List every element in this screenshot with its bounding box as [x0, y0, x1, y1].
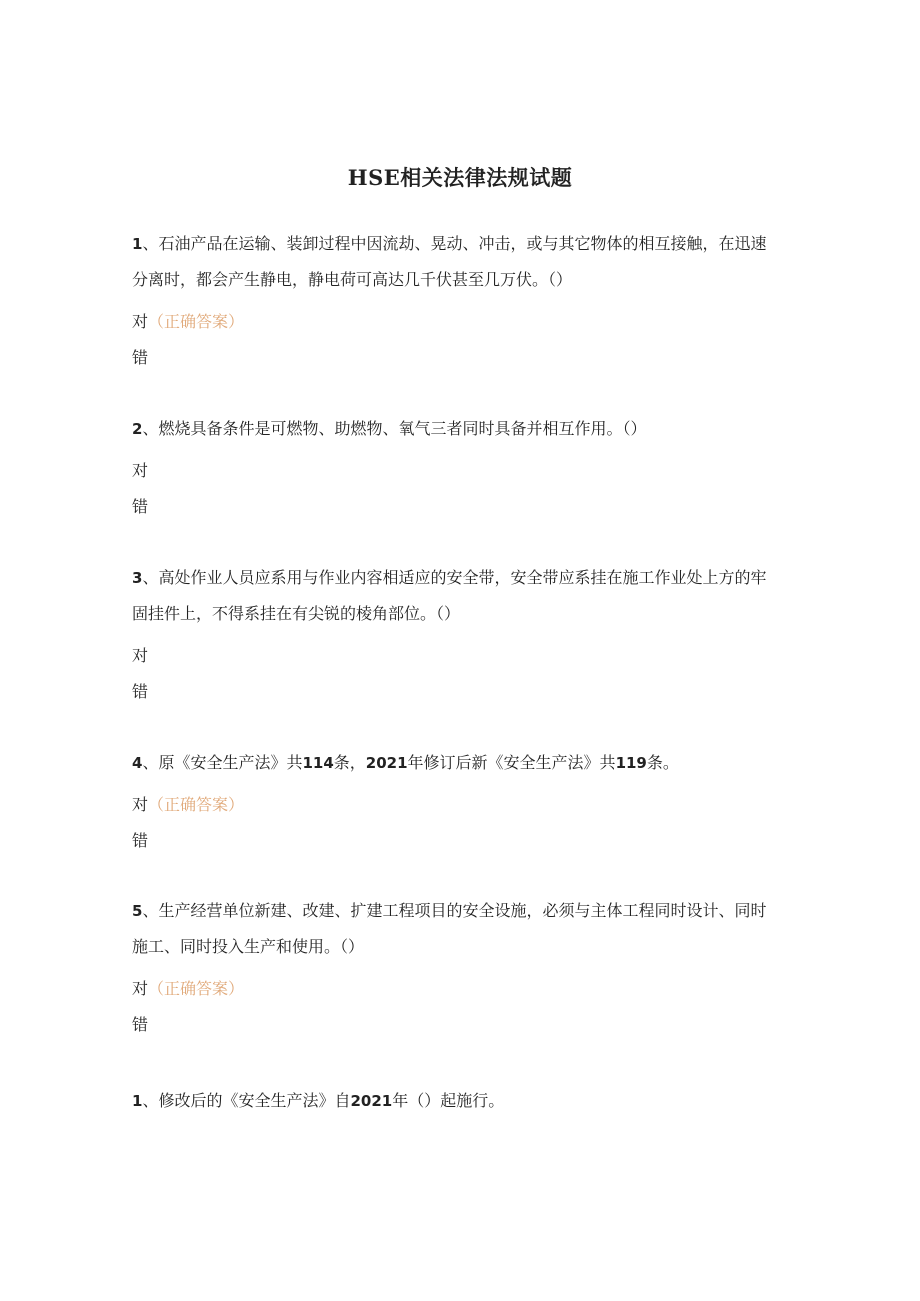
question-text: [132, 1083, 782, 1119]
question-separator: 、: [142, 753, 159, 772]
question-text-part: 条。: [646, 753, 679, 772]
question-text: [132, 226, 782, 298]
option-true[interactable]: [132, 638, 782, 674]
option-label: 错: [132, 831, 149, 850]
question-body: 燃烧具备条件是可燃物、助燃物、氧气三者同时具备并相互作用。（）: [158, 419, 647, 438]
question-item: [132, 560, 782, 710]
question-body: 生产经营单位新建、改建、扩建工程项目的安全设施，必须与主体工程同时设计、同时施工、同时投入生产和使用。（）: [132, 901, 767, 956]
question-text-part: 原《安全生产法》共: [158, 753, 303, 772]
question-separator: 、: [142, 234, 159, 253]
question-number: 5: [132, 902, 143, 920]
option-label: 错: [132, 1015, 149, 1034]
option-false[interactable]: [132, 823, 782, 859]
question-number: 1: [132, 235, 143, 253]
question-text-part: 年（）起施行。: [392, 1091, 505, 1110]
question-number: 1: [132, 1092, 143, 1110]
correct-answer-mark: （正确答案）: [148, 979, 245, 998]
page-title: HSE相关法律法规试题: [347, 165, 573, 190]
question-number: 4: [132, 754, 143, 772]
question-text: [132, 893, 782, 965]
question-text: [132, 411, 782, 447]
option-label: 对: [132, 312, 149, 331]
question-item: [132, 745, 782, 859]
option-label: 错: [132, 497, 149, 516]
question-separator: 、: [142, 901, 159, 920]
question-separator: 、: [142, 1091, 159, 1110]
option-true[interactable]: [132, 304, 782, 340]
option-true[interactable]: [132, 787, 782, 823]
option-label: 对: [132, 461, 149, 480]
option-false[interactable]: [132, 674, 782, 710]
question-number: 2: [132, 420, 143, 438]
option-label: 错: [132, 348, 149, 367]
article-count-old: 114: [302, 754, 334, 772]
question-separator: 、: [142, 419, 159, 438]
question-number: 3: [132, 569, 143, 587]
question-item: [132, 226, 782, 376]
question-separator: 、: [142, 568, 159, 587]
question-item: [132, 1083, 782, 1119]
question-body: 高处作业人员应系用与作业内容相适应的安全带，安全带应系挂在施工作业处上方的牢固挂件上，不得系挂在有尖锐的棱角部位。（）: [132, 568, 767, 623]
question-body: 石油产品在运输、装卸过程中因流劫、晃动、冲击，或与其它物体的相互接触，在迅速分离时，都会产生静电，静电荷可高达几千伏甚至几万伏。（）: [132, 234, 767, 289]
option-label: 对: [132, 795, 149, 814]
question-text: [132, 560, 782, 632]
option-true[interactable]: [132, 971, 782, 1007]
option-label: 对: [132, 979, 149, 998]
question-text: [132, 745, 782, 781]
option-false[interactable]: [132, 340, 782, 376]
question-text-part: 条，: [333, 753, 366, 772]
correct-answer-mark: （正确答案）: [148, 795, 245, 814]
option-label: 错: [132, 682, 149, 701]
question-item: [132, 893, 782, 1043]
article-count-new: 119: [615, 754, 647, 772]
option-false[interactable]: [132, 489, 782, 525]
question-text-part: 修改后的《安全生产法》自: [158, 1091, 351, 1110]
question-item: [132, 411, 782, 525]
option-true[interactable]: [132, 453, 782, 489]
correct-answer-mark: （正确答案）: [148, 312, 245, 331]
option-label: 对: [132, 646, 149, 665]
question-body: [158, 753, 678, 772]
question-body: [158, 1091, 504, 1110]
effective-year: 2021: [350, 1092, 393, 1110]
question-text-part: 年修订后新《安全生产法》共: [407, 753, 616, 772]
revision-year: 2021: [365, 754, 408, 772]
option-false[interactable]: [132, 1007, 782, 1043]
